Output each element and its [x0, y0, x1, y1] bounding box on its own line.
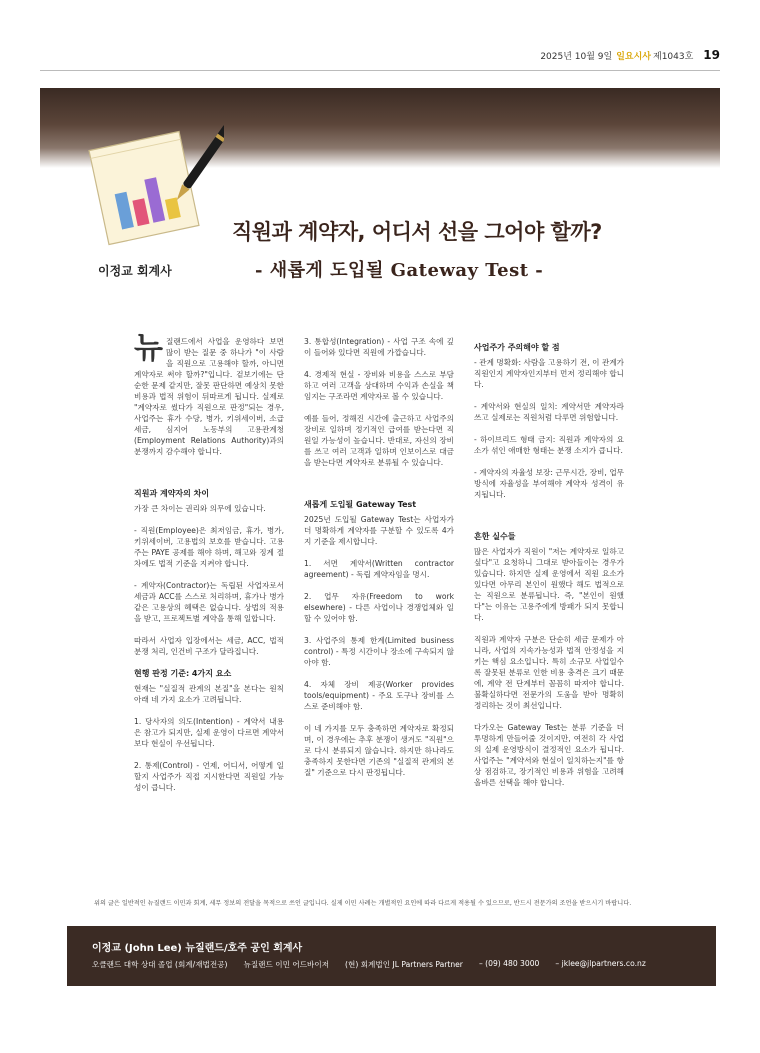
- paragraph: 다가오는 Gateway Test는 분류 기준을 더 투명하게 만들어줄 것이지만, 여전히 각 사업의 실제 운영방식이 결정적인 요소가 됩니다. 사업주는 "계약서와 현실이 일치하는지"를 항상 점검하고, 장기적인 비용과 위험을 고려해 올바른 선택을 해야 합니다.: [474, 723, 624, 787]
- author-info-box: [67, 926, 716, 986]
- paragraph: 이 네 가지를 모두 충족하면 계약자로 확정되며, 이 경우에는 추후 분쟁이 생겨도 "직원"으로 다시 분류되지 않습니다. 하지만 하나라도 충족하지 못한다면 기존의 "실질적 관계의 본질" 기준으로 다시 판정됩니다.: [304, 724, 454, 777]
- author-advisor: 뉴질랜드 이민 어드바이저: [243, 960, 330, 969]
- article-column-2: [304, 336, 454, 789]
- paragraph: - 관계 명확화: 사람을 고용하기 전, 이 관계가 직원인지 계약자인지부터 먼저 정리해야 합니다.: [474, 358, 624, 389]
- author-email: – jklee@jlpartners.co.nz: [555, 959, 646, 968]
- header-info: [540, 48, 720, 62]
- paragraph: 4. 자체 장비 제공(Worker provides tools/equipment) - 주요 도구나 장비를 스스로 준비해야 함.: [304, 680, 454, 711]
- author-byline: 이정교 회계사: [98, 264, 172, 278]
- article-title: 직원과 계약자, 어디서 선을 그어야 할까?: [232, 220, 602, 244]
- paragraph: 직원과 계약자 구분은 단순히 세금 문제가 아니라, 사업의 지속가능성과 법적 안정성을 지키는 핵심 요소입니다. 특히 소규모 사업일수록 잘못된 분류로 인한 비용 충격은 크기 때문에, 계약 전 단계부터 꼼꼼히 따져야 합니다. 불확실하다면 전문가의 도움을 받아 명확히 정리하는 것이 최선입니다.: [474, 635, 624, 710]
- author-school: 오클랜드 대학 상대 졸업 (회계/재법전공): [92, 960, 228, 969]
- paragraph: - 계약자의 자율성 보장: 근무시간, 장비, 업무 방식에 자율성을 부여해야 계약자 성격이 유지됩니다.: [474, 468, 624, 499]
- page-number: 19: [703, 48, 720, 62]
- paragraph: - 하이브리드 형태 금지: 직원과 계약자의 요소가 섞인 애매한 형태는 분쟁 소지가 큽니다.: [474, 435, 624, 455]
- paragraph: 1. 당사자의 의도(Intention) - 계약서 내용은 참고가 되지만, 실제 운영이 다르면 계약서보다 현실이 우선됩니다.: [134, 717, 284, 748]
- section-heading: 사업주가 주의해야 할 점: [474, 343, 560, 352]
- author-firm: (현) 회계법인 JL Partners Partner: [345, 960, 463, 969]
- paragraph: - 계약서와 현실의 일치: 계약서만 계약자라 쓰고 실제로는 직원처럼 다루면 위험합니다.: [474, 402, 624, 422]
- paragraph: 가장 큰 차이는 권리와 의무에 있습니다.: [134, 504, 266, 513]
- paragraph: 2. 업무 자유(Freedom to work elsewhere) - 다른 사업이나 경쟁업체와 일할 수 있어야 함.: [304, 592, 454, 623]
- author-name-title: 이정교 (John Lee) 뉴질랜드/호주 공인 회계사: [92, 943, 303, 954]
- article-subtitle: - 새롭게 도입될 Gateway Test -: [255, 260, 544, 281]
- section-heading: 새롭게 도입될 Gateway Test: [304, 500, 417, 509]
- chart-pen-illustration-icon: [84, 118, 224, 248]
- issue-date: 2025년 10월 9일: [540, 51, 613, 62]
- section-heading: 현행 판정 기준: 4가지 요소: [134, 669, 232, 678]
- paragraph: 3. 사업주의 통제 한계(Limited business control) - 특정 시간이나 장소에 구속되지 않아야 함.: [304, 636, 454, 667]
- page-header: [40, 48, 720, 70]
- dropcap: 뉴: [134, 331, 163, 366]
- paragraph: 많은 사업자가 직원이 "저는 계약자로 일하고 싶다"고 요청하니 그대로 받아들이는 경우가 있습니다. 하지만 실제 운영에서 직원 요소가 있다면 아무리 본인이 원했다 해도 법적으로는 직원으로 분류됩니다. 즉, "본인이 원했다"는 이유는 고용주에게 방패가 되지 못합니다.: [474, 547, 624, 622]
- paragraph: - 계약자(Contractor)는 독립된 사업자로서 세금과 ACC를 스스로 처리하며, 휴가나 병가 같은 고용상의 혜택은 없습니다. 상법의 적용을 받고, 프로젝트별 계약을 통해 일합니다.: [134, 581, 284, 623]
- disclaimer-footnote: 위의 글은 일반적인 뉴질랜드 이민과 회계, 세무 정보의 전달을 목적으로 쓰인 글입니다. 실제 이민 사례는 개별적인 요인에 따라 다르게 적용될 수 있으므로, 반드시 전문가의 조언을 받으시기 바랍니다.: [94, 900, 632, 907]
- paragraph: 2025년 도입될 Gateway Test는 사업자가 더 명확하게 계약자를 구분할 수 있도록 4가지 기준을 제시합니다.: [304, 515, 454, 546]
- paragraph: 2. 통제(Control) - 언제, 어디서, 어떻게 일할지 사업주가 직접 지시한다면 직원일 가능성이 큽니다.: [134, 761, 284, 792]
- header-divider: [40, 70, 720, 71]
- article-column-1: [134, 331, 284, 804]
- newspaper-brand: 일요시사: [616, 51, 651, 62]
- intro-paragraph: 뉴질랜드에서 사업을 운영하다 보면 많이 받는 질문 중 하나가 "이 사람을 직원으로 고용해야 할까, 아니면 계약자로 써야 할까?"입니다. 겉보기에는 단순한 문제 같지만, 잘못 판단하면 예상치 못한 비용과 법적 위험이 뒤따르게 됩니다. 실제로 "계약자로 썼다가 직원으로 판정"되는 경우, 사업주는 휴가 수당, 병가, 키위세이버, 소급 세금, 심지어 노동부의 고용관계청(Employment Relations Authority)과의 분쟁까지 감수해야 합니다.: [134, 331, 284, 456]
- paragraph: 예를 들어, 정해진 시간에 출근하고 사업주의 장비로 일하며 정기적인 급여를 받는다면 직원일 가능성이 높습니다. 반대로, 자신의 장비를 쓰고 여러 고객과 일하며 인보이스로 대금을 받는다면 계약자로 분류될 수 있습니다.: [304, 414, 454, 467]
- paragraph: 현재는 "실질적 관계의 본질"을 본다는 원칙 아래 네 가지 요소가 고려됩니다.: [134, 684, 284, 704]
- paragraph: - 직원(Employee)은 최저임금, 휴가, 병가, 키위세이버, 고용법의 보호를 받습니다. 고용주는 PAYE 공제를 해야 하며, 해고와 징계 절차에도 법적 기준을 지켜야 합니다.: [134, 526, 284, 568]
- paragraph: 3. 통합성(Integration) - 사업 구조 속에 깊이 들어와 있다면 직원에 가깝습니다.: [304, 337, 454, 357]
- issue-number: 제1043호: [653, 51, 694, 62]
- paragraph: 따라서 사업자 입장에서는 세금, ACC, 법적 분쟁 처리, 인건비 구조가 달라집니다.: [134, 636, 284, 656]
- paragraph: 4. 경제적 현실 - 장비와 비용을 스스로 부담하고 여러 고객을 상대하며 수익과 손실을 책임지는 구조라면 계약자로 볼 수 있습니다.: [304, 370, 454, 401]
- author-phone: – (09) 480 3000: [478, 959, 540, 968]
- author-details: [92, 959, 646, 970]
- article-column-3: [474, 336, 624, 799]
- section-heading: 흔한 실수들: [474, 532, 516, 541]
- paragraph: 1. 서면 계약서(Written contractor agreement) - 독립 계약자임을 명시.: [304, 559, 454, 579]
- section-heading: 직원과 계약자의 차이: [134, 489, 210, 498]
